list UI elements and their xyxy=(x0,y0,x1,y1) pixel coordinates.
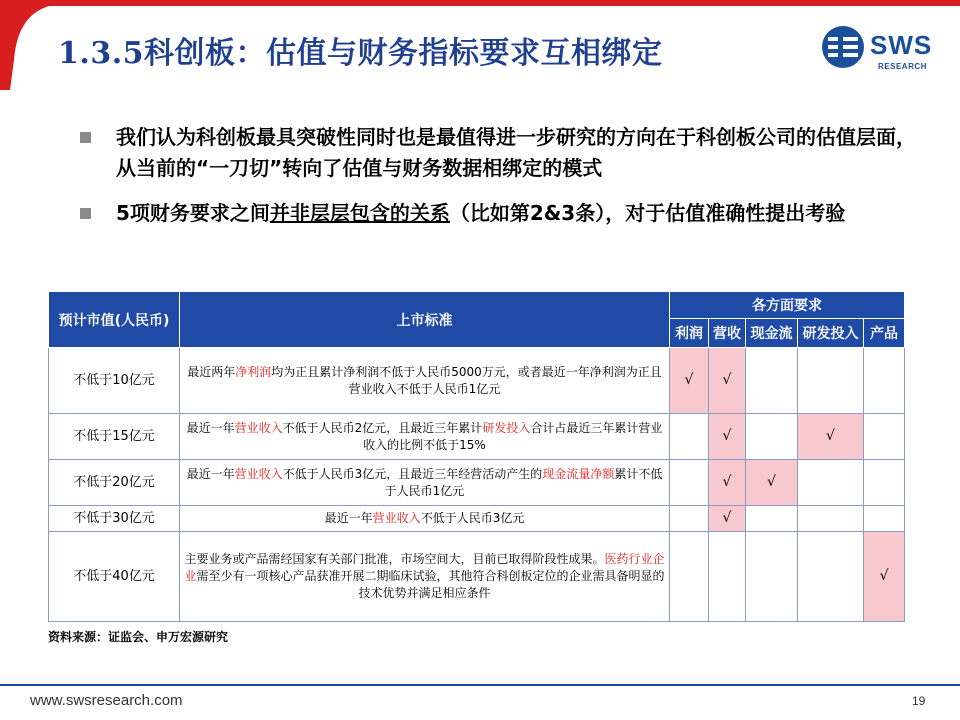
listing-standards-table xyxy=(48,291,905,622)
standard-text: 不低于人民币2亿元，且最近三年累计 xyxy=(282,420,483,435)
header-cashflow: 现金流 xyxy=(746,319,798,348)
requirement-cell-revenue xyxy=(709,460,746,506)
requirement-cell-rnd xyxy=(798,506,864,532)
requirement-cell-rnd xyxy=(798,460,864,506)
requirement-cell-cashflow xyxy=(746,506,798,532)
highlighted-term: 营业收入 xyxy=(234,420,283,435)
logo-subtext: RESEARCH xyxy=(878,62,927,71)
highlighted-term: 医药行业企业 xyxy=(184,552,665,583)
requirement-cell-product xyxy=(864,348,905,414)
check-mark-icon: √ xyxy=(722,474,732,490)
standard-text: 合计占最近三年累计营业收入的比例不低于15% xyxy=(363,420,663,452)
standard-text: 最近一年 xyxy=(324,511,373,525)
market-value-cell: 不低于30亿元 xyxy=(49,506,180,532)
footer-url: www.swsresearch.com xyxy=(30,692,183,709)
requirement-cell-cashflow xyxy=(746,532,798,622)
standard-text: 主要业务或产品需经国家有关部门批准，市场空间大，目前已取得阶段性成果。 xyxy=(184,552,605,566)
listing-standard-cell xyxy=(180,348,670,414)
page-number: 19 xyxy=(912,694,926,708)
requirement-cell-product xyxy=(864,460,905,506)
bullet-list xyxy=(80,122,930,243)
requirement-cell-profit xyxy=(670,460,709,506)
table-row xyxy=(49,532,905,622)
header-market-value: 预计市值(人民币) xyxy=(49,292,180,348)
requirement-cell-cashflow xyxy=(746,460,798,506)
bullet-square-icon xyxy=(80,208,91,219)
check-mark-icon: √ xyxy=(684,372,694,388)
listing-standard-cell xyxy=(180,414,670,460)
header-revenue: 营收 xyxy=(709,319,746,348)
requirement-cell-rnd xyxy=(798,348,864,414)
table-row xyxy=(49,460,905,506)
requirement-cell-profit xyxy=(670,532,709,622)
requirement-cell-revenue xyxy=(709,348,746,414)
highlighted-term: 现金流量净额 xyxy=(542,466,615,481)
check-mark-icon: √ xyxy=(722,372,732,388)
requirement-cell-profit xyxy=(670,506,709,532)
footer-divider xyxy=(0,684,960,686)
highlighted-term: 营业收入 xyxy=(372,511,421,525)
bullet-text-post: （比如第2&3条），对于估值准确性提出考验 xyxy=(449,201,846,225)
listing-standard-cell xyxy=(180,506,670,532)
requirement-cell-rnd xyxy=(798,532,864,622)
requirement-cell-profit xyxy=(670,414,709,460)
sws-logo xyxy=(820,20,945,75)
check-mark-icon: √ xyxy=(722,428,732,444)
header-product: 产品 xyxy=(864,319,905,348)
header-requirements: 各方面要求 xyxy=(670,292,905,319)
header-profit: 利润 xyxy=(670,319,709,348)
standard-text: 不低于人民币3亿元 xyxy=(420,511,525,525)
standard-text: 均为正且累计净利润不低于人民币5000万元，或者最近一年净利润为正且营业收入不低于人民币1亿元 xyxy=(271,364,662,396)
requirement-cell-cashflow xyxy=(746,348,798,414)
market-value-cell: 不低于10亿元 xyxy=(49,348,180,414)
bullet-text-pre: 5项财务要求之间 xyxy=(116,201,270,225)
requirement-cell-revenue xyxy=(709,414,746,460)
bullet-square-icon xyxy=(80,132,91,143)
highlighted-term: 净利润 xyxy=(235,364,272,379)
requirement-cell-product xyxy=(864,414,905,460)
standard-text: 最近两年 xyxy=(187,364,236,379)
standard-text: 最近一年 xyxy=(186,420,235,435)
logo-text: SWS xyxy=(870,30,933,60)
requirement-cell-product xyxy=(864,532,905,622)
requirement-cell-revenue xyxy=(709,532,746,622)
check-mark-icon: √ xyxy=(879,568,889,584)
requirement-cell-cashflow xyxy=(746,414,798,460)
requirement-cell-rnd xyxy=(798,414,864,460)
standard-text: 累计不低于人民币1亿元 xyxy=(384,466,663,498)
bullet-text-underlined: 并非层层包含的关系 xyxy=(269,201,450,225)
source-note: 资料来源：证监会、申万宏源研究 xyxy=(48,630,229,644)
market-value-cell: 不低于15亿元 xyxy=(49,414,180,460)
standard-text: 最近一年 xyxy=(186,466,235,481)
requirement-cell-product xyxy=(864,506,905,532)
sws-logo-mark-icon xyxy=(820,24,866,70)
highlighted-term: 营业收入 xyxy=(234,466,283,481)
market-value-cell: 不低于40亿元 xyxy=(49,532,180,622)
header-rnd: 研发投入 xyxy=(798,319,864,348)
highlighted-term: 研发投入 xyxy=(482,420,531,435)
bullet-item-1 xyxy=(80,122,930,184)
slide-title: 1.3.5科创板：估值与财务指标要求互相绑定 xyxy=(58,36,663,71)
market-value-cell: 不低于20亿元 xyxy=(49,460,180,506)
bullet-item-2 xyxy=(80,198,930,229)
requirement-cell-revenue xyxy=(709,506,746,532)
check-mark-icon: √ xyxy=(767,474,776,490)
requirement-cell-profit xyxy=(670,348,709,414)
check-mark-icon: √ xyxy=(722,510,732,526)
bullet-text: 我们认为科创板最具突破性同时也是最值得进一步研究的方向在于科创板公司的估值层面，从当前的“一刀切”转向了估值与财务数据相绑定的模式 xyxy=(116,125,916,180)
table-body xyxy=(49,348,905,622)
table-row xyxy=(49,506,905,532)
table-row xyxy=(49,348,905,414)
standard-text: 需至少有一项核心产品获准开展二期临床试验，其他符合科创板定位的企业需具备明显的技术优势并满足相应条件 xyxy=(196,569,665,600)
listing-standard-cell xyxy=(180,532,670,622)
check-mark-icon: √ xyxy=(826,428,835,444)
header-listing-standard: 上市标准 xyxy=(180,292,670,348)
standard-text: 不低于人民币3亿元，且最近三年经营活动产生的 xyxy=(282,466,543,481)
table-row xyxy=(49,414,905,460)
listing-standard-cell xyxy=(180,460,670,506)
